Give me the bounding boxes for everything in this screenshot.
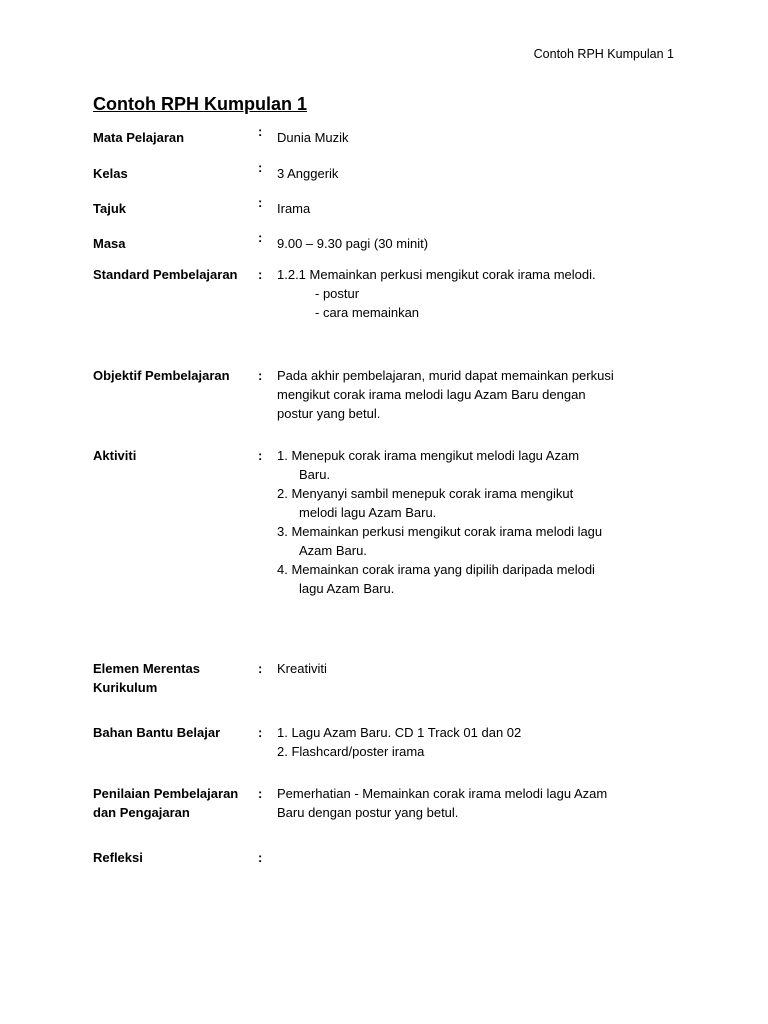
field-label: Bahan Bantu Belajar xyxy=(93,725,221,740)
field-value xyxy=(277,784,657,822)
aktiviti-item: 3. Memainkan perkusi mengikut corak irama melodi lagu xyxy=(277,524,603,539)
aktiviti-item-continuation: Azam Baru. xyxy=(299,543,367,558)
elemen-label-line: Elemen Merentas xyxy=(93,661,200,676)
running-header: Contoh RPH Kumpulan 1 xyxy=(533,47,674,61)
field-colon: : xyxy=(258,786,263,801)
penilaian-line: Pemerhatian - Memainkan corak irama melodi lagu Azam xyxy=(277,786,608,801)
standard-sub-item: - postur xyxy=(315,286,360,301)
field-colon: : xyxy=(258,124,263,139)
standard-main: 1.2.1 Memainkan perkusi mengikut corak irama melodi. xyxy=(277,267,596,282)
field-label: Kelas xyxy=(93,166,128,181)
field-label: Aktiviti xyxy=(93,448,137,463)
field-label: Objektif Pembelajaran xyxy=(93,368,230,383)
field-value xyxy=(277,366,657,423)
field-value xyxy=(277,446,657,598)
field-colon: : xyxy=(258,160,263,175)
field-label: Refleksi xyxy=(93,850,143,865)
field-value: Irama xyxy=(277,201,311,216)
field-colon: : xyxy=(258,661,263,676)
aktiviti-item: 2. Menyanyi sambil menepuk corak irama mengikut xyxy=(277,486,574,501)
field-label: Tajuk xyxy=(93,201,126,216)
objektif-line: postur yang betul. xyxy=(277,406,381,421)
aktiviti-item: 1. Menepuk corak irama mengikut melodi lagu Azam xyxy=(277,448,580,463)
elemen-label-line: Kurikulum xyxy=(93,680,158,695)
standard-sub-item: - cara memainkan xyxy=(315,305,420,320)
field-colon: : xyxy=(258,230,263,245)
field-label: Masa xyxy=(93,236,126,251)
field-value: 3 Anggerik xyxy=(277,166,339,181)
field-colon: : xyxy=(258,725,263,740)
field-value: Dunia Muzik xyxy=(277,130,349,145)
objektif-line: Pada akhir pembelajaran, murid dapat memainkan perkusi xyxy=(277,368,614,383)
field-colon: : xyxy=(258,195,263,210)
field-colon: : xyxy=(258,448,263,463)
aktiviti-item-continuation: lagu Azam Baru. xyxy=(299,581,395,596)
bahan-item: 2. Flashcard/poster irama xyxy=(277,744,425,759)
objektif-line: mengikut corak irama melodi lagu Azam Baru dengan xyxy=(277,387,586,402)
penilaian-label-line: Penilaian Pembelajaran xyxy=(93,786,239,801)
bahan-item: 1. Lagu Azam Baru. CD 1 Track 01 dan 02 xyxy=(277,725,522,740)
aktiviti-item-continuation: Baru. xyxy=(299,467,331,482)
field-label xyxy=(93,659,253,697)
field-value xyxy=(277,265,657,322)
field-value xyxy=(277,723,657,761)
field-label: Standard Pembelajaran xyxy=(93,267,238,282)
aktiviti-item-continuation: melodi lagu Azam Baru. xyxy=(299,505,437,520)
field-label: Mata Pelajaran xyxy=(93,130,185,145)
penilaian-line: Baru dengan postur yang betul. xyxy=(277,805,459,820)
field-colon: : xyxy=(258,850,263,865)
field-colon: : xyxy=(258,368,263,383)
field-label xyxy=(93,784,253,822)
field-value: Kreativiti xyxy=(277,661,327,676)
field-value: 9.00 – 9.30 pagi (30 minit) xyxy=(277,236,429,251)
field-colon: : xyxy=(258,267,263,282)
document-title: Contoh RPH Kumpulan 1 xyxy=(93,94,307,114)
aktiviti-item: 4. Memainkan corak irama yang dipilih daripada melodi xyxy=(277,562,595,577)
penilaian-label-line: dan Pengajaran xyxy=(93,805,190,820)
